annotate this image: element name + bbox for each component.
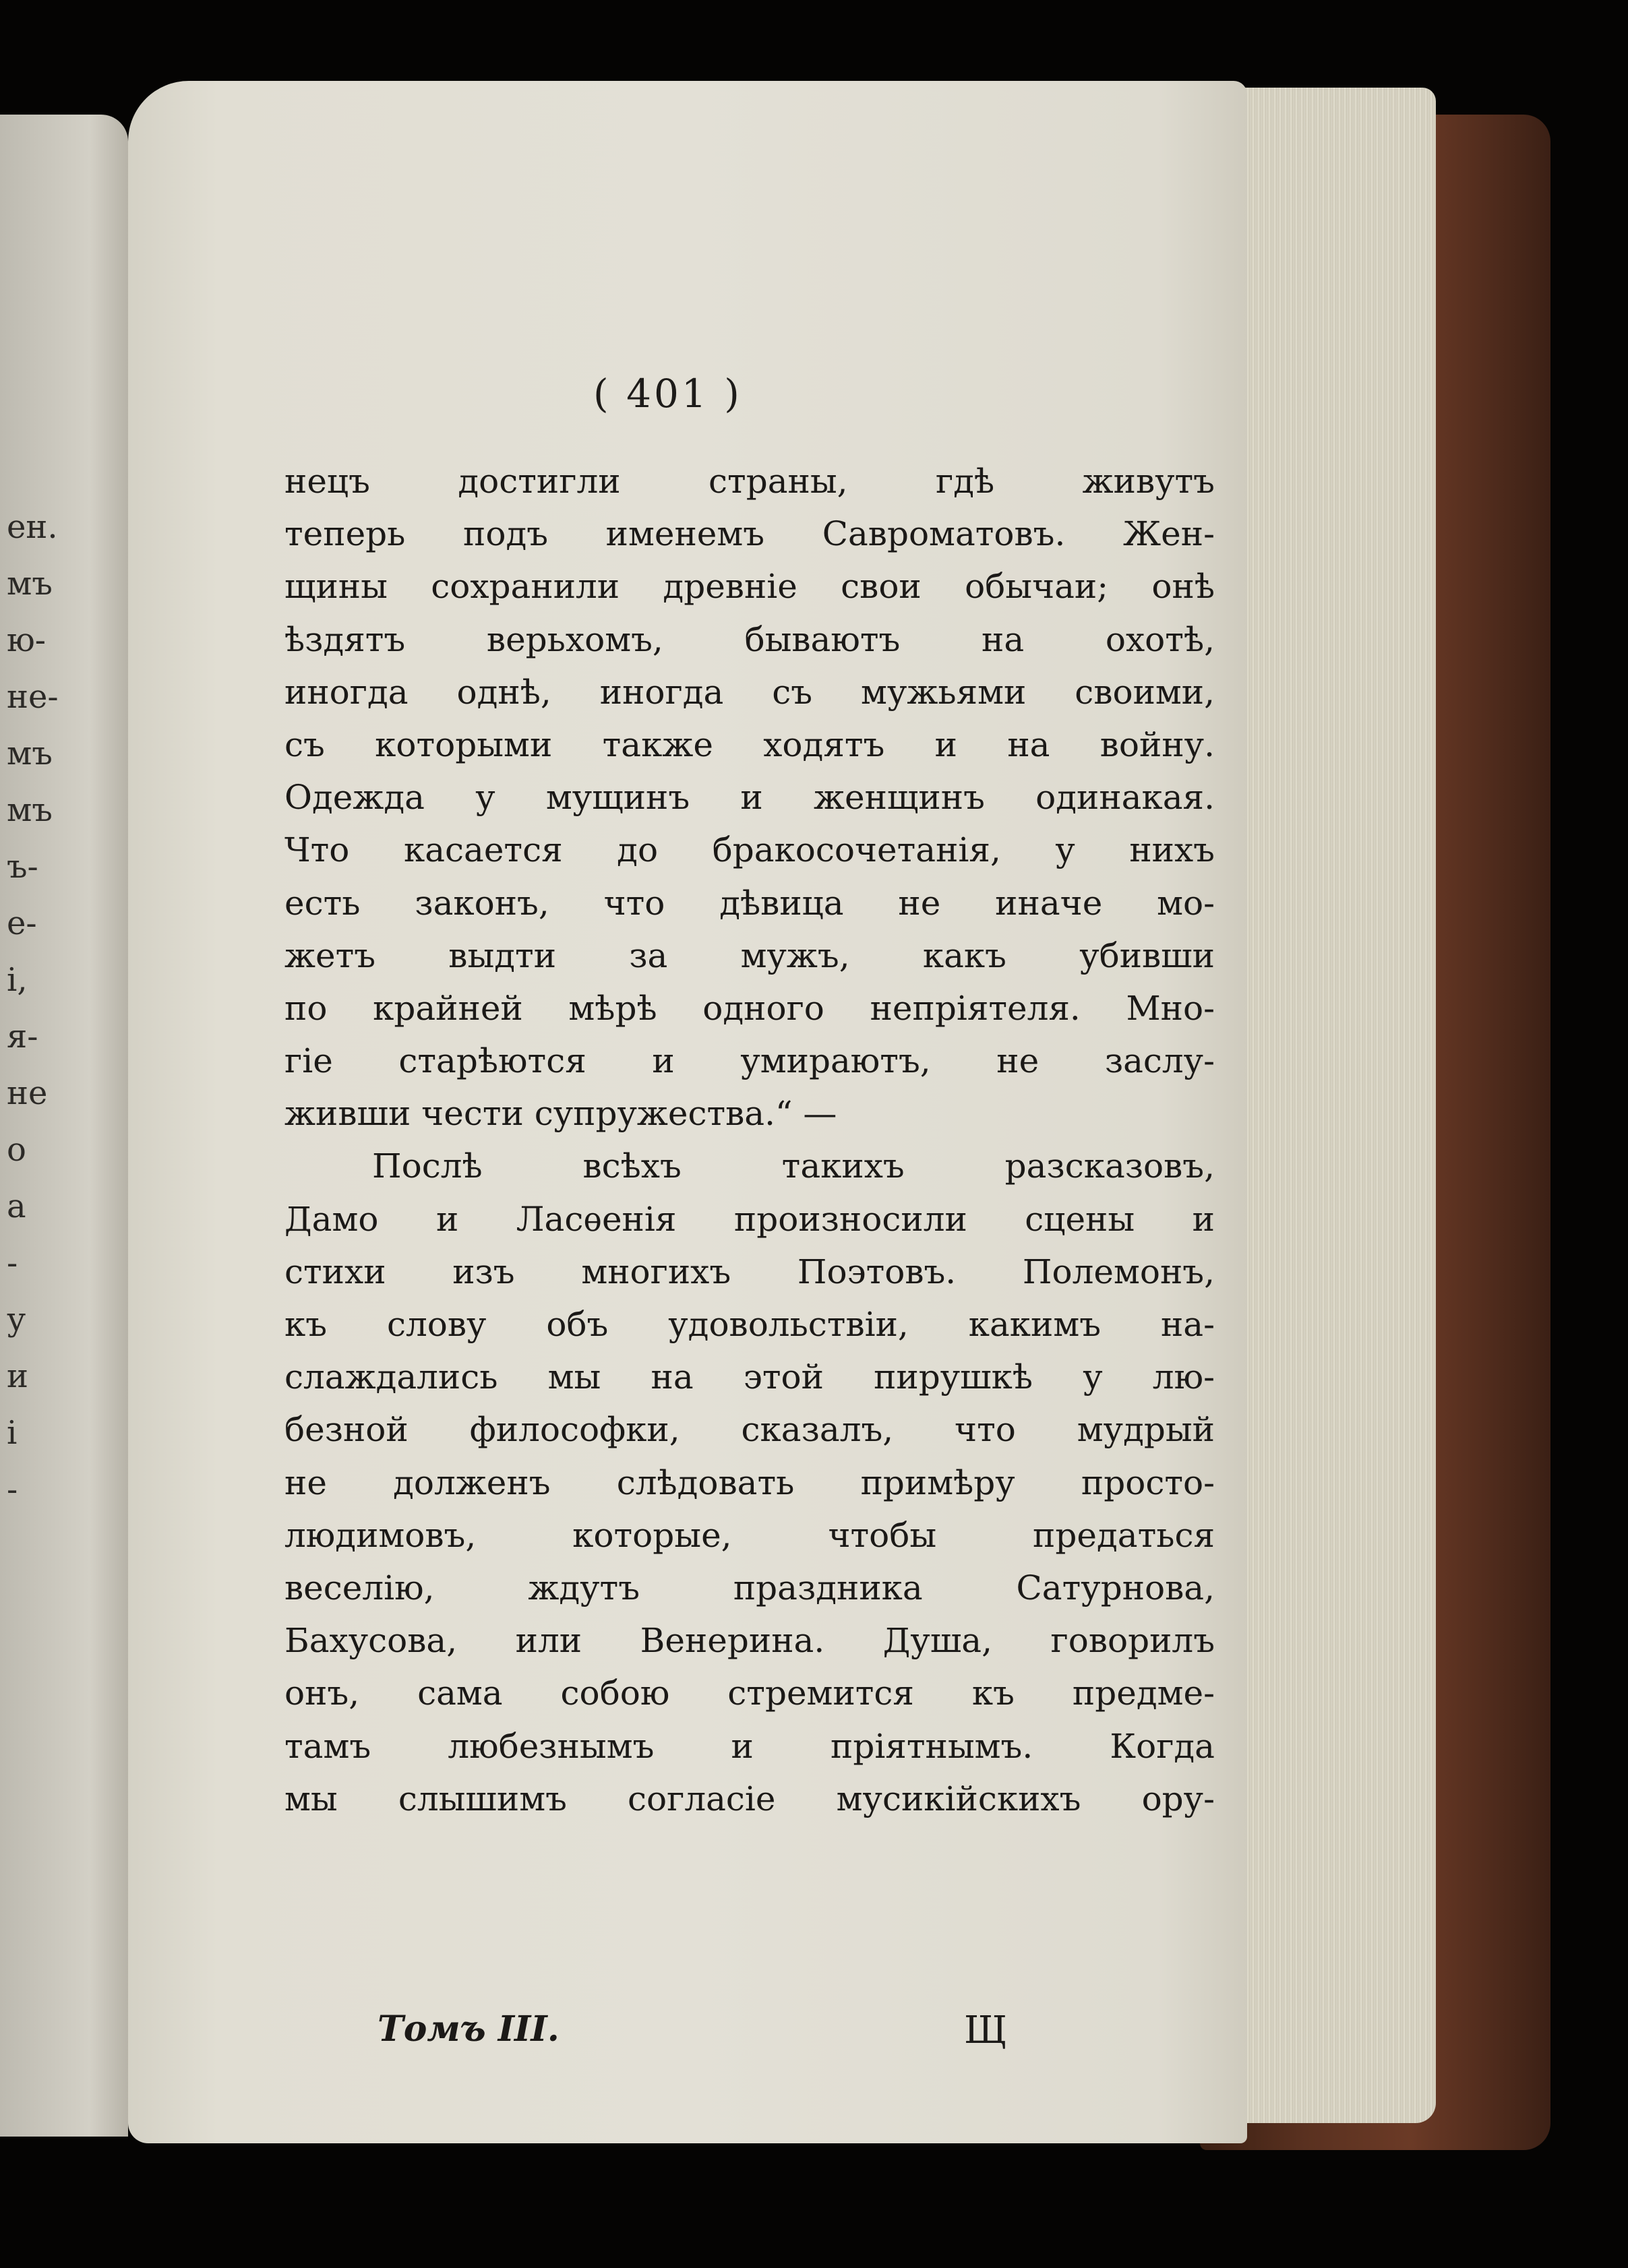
- left-fragment: и: [7, 1357, 28, 1395]
- text-line: Что касается до бракосочетанія, у нихъ: [284, 830, 1215, 870]
- left-fragment: а: [7, 1188, 26, 1225]
- left-fragment: у: [7, 1301, 26, 1339]
- left-fragment: і: [7, 1414, 18, 1452]
- left-page: [0, 115, 128, 2137]
- text-line: теперь подъ именемъ Савроматовъ. Жен-: [284, 514, 1215, 554]
- left-fragment: мъ: [7, 565, 53, 603]
- text-line: людимовъ, которые, чтобы предаться: [284, 1515, 1215, 1555]
- text-line: стихи изъ многихъ Поэтовъ. Полемонъ,: [284, 1252, 1215, 1291]
- text-line: веселію, ждутъ праздника Сатурнова,: [284, 1568, 1215, 1607]
- text-line: иногда однѣ, иногда съ мужьями своими,: [284, 672, 1215, 712]
- left-fragment: мъ: [7, 791, 53, 829]
- text-line: ѣздятъ верьхомъ, бываютъ на охотѣ,: [284, 619, 1215, 659]
- text-line: жетъ выдти за мужъ, какъ убивши: [284, 936, 1215, 975]
- left-fragment: -: [7, 1244, 18, 1282]
- signature-mark: Щ: [964, 2009, 1007, 2052]
- text-line: съ которыми также ходятъ и на войну.: [284, 725, 1215, 764]
- left-fragment: о: [7, 1131, 26, 1169]
- body-text: [284, 455, 1215, 1825]
- volume-label: Томъ III.: [378, 2009, 560, 2050]
- text-line: Дамо и Ласѳенія произносили сцены и: [284, 1199, 1215, 1239]
- text-line: тамъ любезнымъ и пріятнымъ. Когда: [284, 1726, 1215, 1766]
- text-line: не долженъ слѣдовать примѣру просто-: [284, 1463, 1215, 1502]
- text-line: мы слышимъ согласіе мусикійскихъ ору-: [284, 1779, 1215, 1818]
- text-line: слаждались мы на этой пирушкѣ у лю-: [284, 1357, 1215, 1397]
- left-fragment: і,: [7, 961, 28, 999]
- left-fragment: ю-: [7, 621, 47, 659]
- left-fragment: не: [7, 1074, 48, 1112]
- page-number: ( 401 ): [593, 371, 742, 417]
- text-line: Бахусова, или Венерина. Душа, говорилъ: [284, 1621, 1215, 1661]
- right-page: [128, 81, 1247, 2143]
- text-line: есть законъ, что дѣвица не иначе мо-: [284, 883, 1215, 923]
- left-fragment: не-: [7, 678, 59, 716]
- left-fragment: ен.: [7, 508, 58, 546]
- left-page-text: [7, 499, 108, 1518]
- text-line: Одежда у мущинъ и женщинъ одинакая.: [284, 778, 1215, 818]
- text-line: Послѣ всѣхъ такихъ разсказовъ,: [372, 1146, 1215, 1186]
- text-line: живши чести супружества.“ —: [284, 1094, 837, 1134]
- left-fragment: мъ: [7, 735, 53, 772]
- left-fragment: е-: [7, 905, 37, 942]
- text-line: щины сохранили древніе свои обычаи; онѣ: [284, 567, 1215, 607]
- left-fragment: ъ-: [7, 848, 38, 886]
- page-edges: [1234, 88, 1436, 2123]
- page-footer: [378, 2009, 1052, 2062]
- text-line: нецъ достигли страны, гдѣ живутъ: [284, 462, 1215, 501]
- text-line: по крайней мѣрѣ одного непріятеля. Мно-: [284, 988, 1215, 1028]
- text-line: къ слову объ удовольствіи, какимъ на-: [284, 1305, 1215, 1344]
- text-line: безной философки, сказалъ, что мудрый: [284, 1410, 1215, 1450]
- text-line: онъ, сама собою стремится къ предме-: [284, 1674, 1215, 1713]
- left-fragment: -: [7, 1471, 18, 1508]
- text-line: гіе старѣются и умираютъ, не заслу-: [284, 1041, 1215, 1081]
- left-fragment: я-: [7, 1018, 38, 1055]
